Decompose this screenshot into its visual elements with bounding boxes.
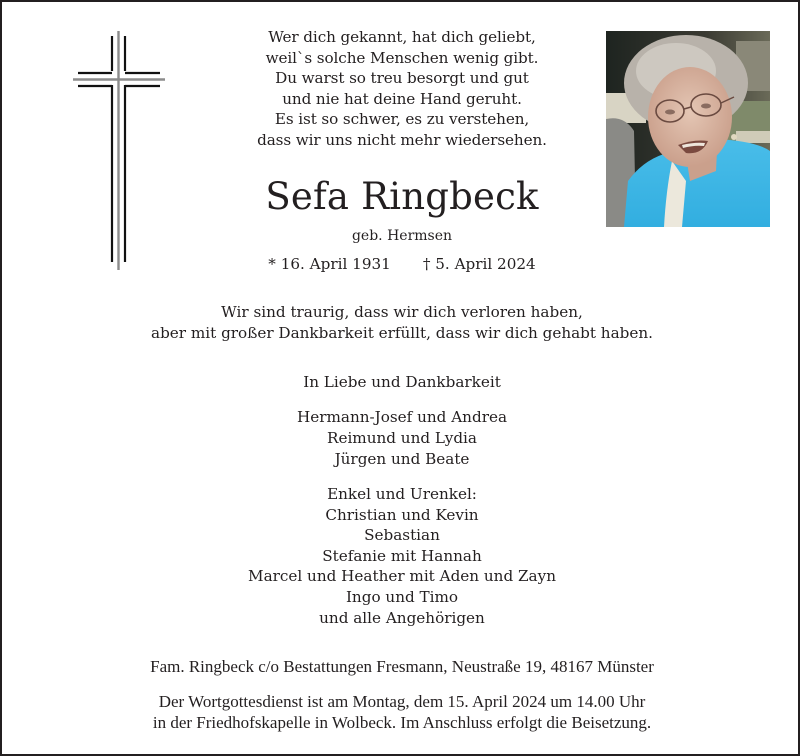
list-item: Jürgen und Beate <box>334 449 470 468</box>
service-line: Der Wortgottesdienst ist am Montag, dem 15. April 2024 um 14.00 Uhr <box>158 692 646 711</box>
list-item: Hermann-Josef und Andrea <box>297 408 507 426</box>
maiden-name: geb. Hermsen <box>351 228 453 244</box>
children-list <box>202 407 602 469</box>
list-item: Stefanie mit Hannah <box>322 546 482 565</box>
poem-line: Du warst so treu besorgt und gut <box>275 69 529 88</box>
poem-line: Es ist so schwer, es zu verstehen, <box>274 110 530 129</box>
poem <box>202 27 602 151</box>
poem-line: und nie hat deine Hand geruht. <box>282 89 522 108</box>
portrait-photo <box>606 31 770 227</box>
list-item: Marcel und Heather mit Aden und Zayn <box>248 567 556 586</box>
contact-address: Fam. Ringbeck c/o Bestattungen Fresmann, Neustraße 19, 48167 Münster <box>150 657 654 676</box>
cross-icon <box>72 30 166 272</box>
service-line: in der Friedhofskapelle in Wolbeck. Im Anschluss erfolgt die Beisetzung. <box>152 713 652 732</box>
poem-line: Wer dich gekannt, hat dich geliebt, <box>268 28 536 46</box>
mourning-line: aber mit großer Dankbarkeit erfüllt, dass wir dich gehabt haben. <box>151 324 653 342</box>
list-item: und alle Angehörigen <box>319 608 485 627</box>
mourning-line: Wir sind traurig, dass wir dich verloren haben, <box>221 303 583 321</box>
grandchildren-list <box>152 484 652 628</box>
list-item: Reimund und Lydia <box>327 428 477 447</box>
list-item: Christian und Kevin <box>325 505 479 524</box>
poem-line: weil`s solche Menschen wenig gibt. <box>265 48 539 67</box>
grandchildren-heading: Enkel und Urenkel: <box>327 485 477 503</box>
life-dates <box>202 253 602 275</box>
deceased-name: Sefa Ringbeck <box>265 175 539 218</box>
list-item: Sebastian <box>364 526 440 545</box>
closing-phrase: In Liebe und Dankbarkeit <box>303 373 501 391</box>
mourning-text <box>62 302 742 344</box>
death-date: † 5. April 2024 <box>422 255 536 273</box>
poem-line: dass wir uns nicht mehr wiedersehen. <box>257 130 547 149</box>
list-item: Ingo und Timo <box>345 587 459 606</box>
birth-date: * 16. April 1931 <box>268 255 391 273</box>
service-info <box>42 691 762 733</box>
